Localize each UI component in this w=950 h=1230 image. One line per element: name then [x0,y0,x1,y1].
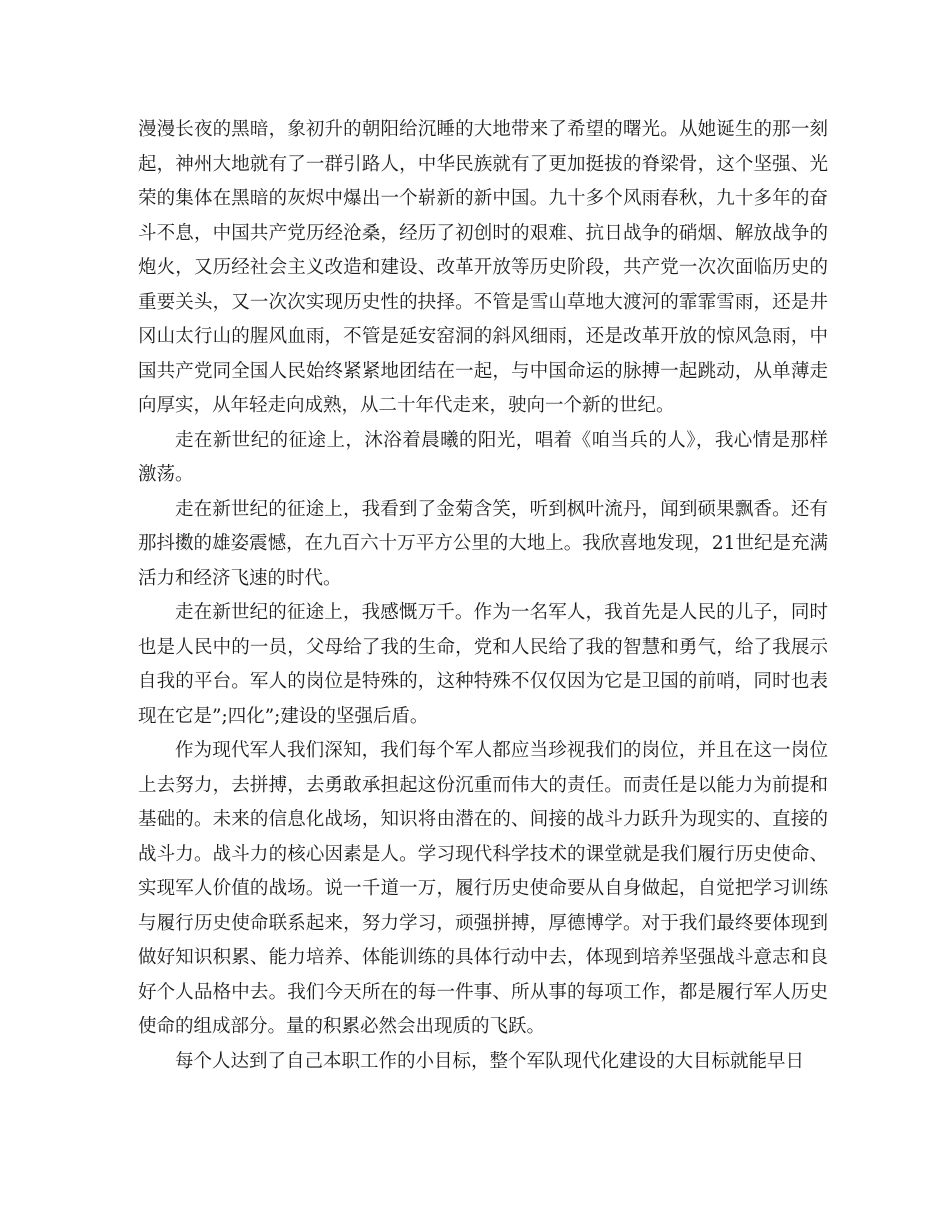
paragraph: 每个人达到了自己本职工作的小目标，整个军队现代化建设的大目标就能早日 [175,1050,805,1072]
paragraph: 作为现代军人我们深知，我们每个军人都应当珍视我们的岗位，并且在这一岗位上去努力，去拼搏，去勇敢承担起这份沉重而伟大的责任。而责任是以能力为前提和基础的。未来的信息化战场，知识将由潜在的、间接的战斗力跃升为现实的、直接的战斗力。战斗力的核心因素是人。学习现代科学技术的课堂就是我们履行历史使命、实现军人价值的战场。说一千道一万，履行历史使命要从自身做起，自觉把学习训练与履行历史使命联系起来，努力学习，顽强拼搏，厚德博学。对于我们最终要体现到做好知识积累、能力培养、体能训练的具体行动中去，体现到培养坚强战斗意志和良好个人品格中去。我们今天所在的每一件事、所从事的每项工作，都是履行军人历史使命的组成部分。量的积累必然会出现质的飞跃。 [138,740,828,1037]
paragraph: 走在新世纪的征途上，沐浴着晨曦的阳光，唱着《咱当兵的人》，我心情是那样激荡。 [138,429,828,485]
paragraph: 走在新世纪的征途上，我感慨万千。作为一名军人，我首先是人民的儿子，同时也是人民中的一员，父母给了我的生命，党和人民给了我的智慧和勇气，给了我展示自我的平台。军人的岗位是特殊的，这种特殊不仅仅因为它是卫国的前哨，同时也表现在它是”;四化”;建设的坚强后盾。 [138,602,828,727]
paragraph: 漫漫长夜的黑暗，象初升的朝阳给沉睡的大地带来了希望的曙光。从她诞生的那一刻起，神州大地就有了一群引路人，中华民族就有了更加挺拔的脊梁骨，这个坚强、光荣的集体在黑暗的灰烬中爆出一个崭新的新中国。九十多个风雨春秋，九十多年的奋斗不息，中国共产党历经沧桑，经历了初创时的艰难、抗日战争的硝烟、解放战争的炮火，又历经社会主义改造和建设、改革开放等历史阶段，共产党一次次面临历史的重要关头，又一次次实现历史性的抉择。不管是雪山草地大渡河的霏霏雪雨，还是井冈山太行山的腥风血雨，不管是延安窑洞的斜风细雨，还是改革开放的惊风急雨，中国共产党同全国人民始终紧紧地团结在一起，与中国命运的脉搏一起跳动，从单薄走向厚实，从年轻走向成熟，从二十年代走来，驶向一个新的世纪。 [138,119,828,416]
paragraph: 走在新世纪的征途上，我看到了金菊含笑，听到枫叶流丹，闻到硕果飘香。还有那抖擞的雄姿震憾，在九百六十万平方公里的大地上。我欣喜地发现，21世纪是充满活力和经济飞速的时代。 [138,498,828,589]
document-body [138,113,828,1079]
